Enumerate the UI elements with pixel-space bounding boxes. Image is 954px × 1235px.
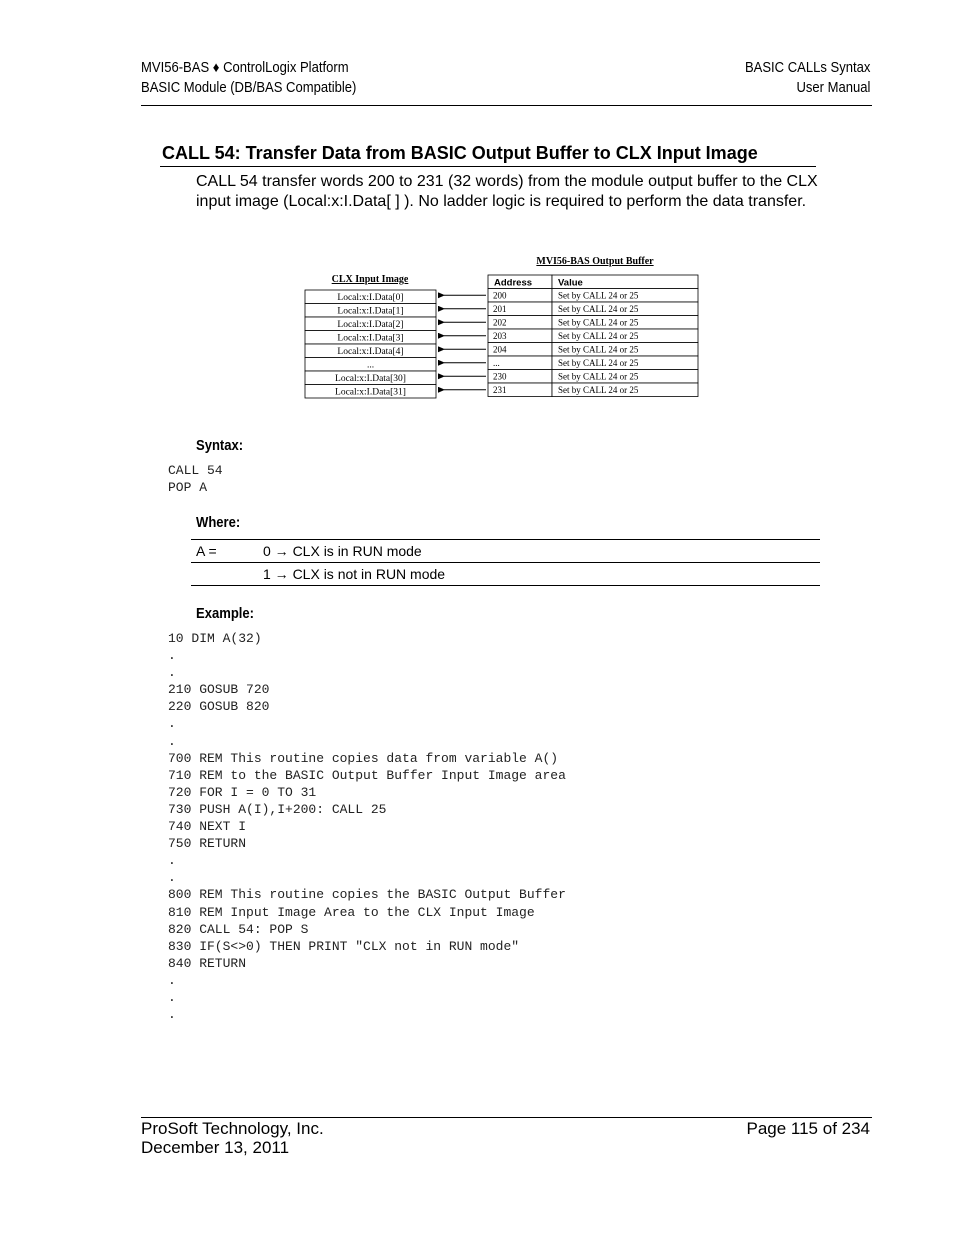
where-row	[191, 540, 820, 563]
where-heading: Where:	[196, 515, 241, 531]
header-divider	[141, 105, 872, 106]
buffer-header-row	[488, 275, 698, 289]
buffer-row	[488, 316, 698, 330]
footer-divider	[141, 1117, 872, 1118]
clx-row-label: Local:x:I.Data[30]	[335, 374, 406, 384]
buffer-value: Set by CALL 24 or 25	[558, 331, 639, 341]
buffer-address: 230	[493, 371, 507, 382]
syntax-code: CALL 54 POP A	[168, 463, 223, 496]
buffer-value: Set by CALL 24 or 25	[558, 344, 639, 355]
header-left	[141, 58, 356, 98]
footer-date: December 13, 2011	[141, 1138, 290, 1157]
buffer-value: Set by CALL 24 or 25	[558, 317, 639, 328]
section-intro: CALL 54 transfer words 200 to 231 (32 words) from the module output buffer to the CLX input image (Local:x:I.Data[ ] ). No ladder logic is required to perform the data transfer.	[196, 173, 818, 210]
buffer-address: 200	[493, 290, 507, 301]
clx-row-label: Local:x:I.Data[4]	[337, 347, 404, 357]
clx-row-label: Local:x:I.Data[1]	[337, 306, 404, 317]
buffer-value: Set by CALL 24 or 25	[558, 304, 639, 314]
buffer-address: 204	[493, 344, 507, 355]
buffer-row	[488, 329, 698, 343]
example-code: 10 DIM A(32) . . 210 GOSUB 720 220 GOSUB 820 . . 700 REM This routine copies data from variable A() 710 REM to the BASIC Output Buffer Input Image area 720 FOR I = 0 TO 31 730 PUSH A(I),I+200: CALL 25 740 NEXT I 750 RETURN . . 800 REM This routine copies the BASIC Output Buffer 810 REM Input Image Area to the CLX Input Image 820 CALL 54: POP S 830 IF(S<>0) THEN PRINT "CLX not in RUN mode" 840 RETURN . . .	[168, 631, 566, 1023]
clx-row-label: Local:x:I.Data[31]	[335, 387, 406, 398]
clx-input-image-table	[305, 290, 436, 398]
buffer-value: Set by CALL 24 or 25	[558, 371, 639, 382]
buffer-row	[488, 356, 698, 370]
title-underline	[160, 166, 816, 167]
where-param: A =	[191, 540, 258, 563]
value-column-header: Value	[558, 277, 583, 289]
buffer-value: Set by CALL 24 or 25	[558, 385, 639, 395]
buffer-address: 231	[493, 385, 507, 395]
clx-row-label: Local:x:I.Data[0]	[337, 293, 404, 303]
where-row	[191, 563, 820, 586]
clx-row-label: Local:x:I.Data[2]	[337, 320, 404, 330]
transfer-arrows	[444, 295, 486, 390]
where-table	[191, 539, 820, 586]
buffer-row	[488, 289, 698, 303]
example-heading: Example:	[196, 606, 255, 622]
clx-row-label: ...	[366, 360, 375, 371]
footer-left	[141, 1119, 324, 1157]
buffer-row	[488, 370, 698, 384]
header-module: BASIC Module (DB/BAS Compatible)	[141, 80, 357, 96]
footer-company: ProSoft Technology, Inc.	[141, 1119, 324, 1138]
buffer-address: 203	[493, 331, 507, 341]
buffer-address: ...	[493, 358, 500, 368]
where-desc: 1 → CLX is not in RUN mode	[258, 563, 820, 586]
output-buffer-table	[488, 275, 698, 397]
buffer-value: Set by CALL 24 or 25	[558, 290, 639, 301]
header-chapter: BASIC CALLs Syntax	[744, 60, 870, 76]
section-title: CALL 54: Transfer Data from BASIC Output Buffer to CLX Input Image	[162, 143, 758, 163]
clx-input-image-title: CLX Input Image	[331, 274, 409, 285]
header-product: MVI56-BAS ♦ ControlLogix Platform	[141, 60, 349, 76]
header-right	[745, 58, 870, 98]
where-param	[191, 563, 258, 586]
output-buffer-title: MVI56-BAS Output Buffer	[536, 256, 654, 267]
buffer-row	[488, 383, 698, 397]
buffer-address: 202	[493, 317, 507, 328]
footer-page-number: Page 115 of 234	[746, 1119, 870, 1138]
header-manual: User Manual	[796, 80, 870, 96]
buffer-row	[488, 302, 698, 316]
buffer-row	[488, 343, 698, 357]
clx-row-label: Local:x:I.Data[3]	[337, 333, 404, 344]
buffer-value: Set by CALL 24 or 25	[558, 358, 639, 368]
syntax-heading: Syntax:	[196, 438, 244, 454]
transfer-diagram	[300, 250, 710, 410]
where-desc: 0 → CLX is in RUN mode	[258, 540, 820, 563]
buffer-address: 201	[493, 304, 507, 314]
address-column-header: Address	[494, 277, 533, 289]
